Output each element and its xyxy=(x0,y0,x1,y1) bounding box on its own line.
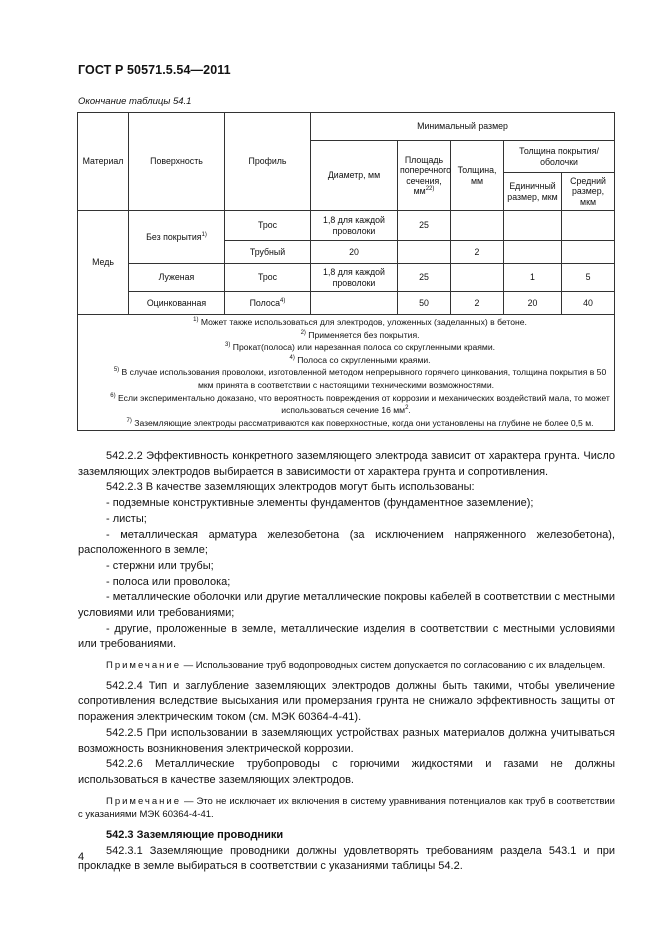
profile-text: Полоса xyxy=(249,297,281,308)
table-note: $^{3)}$ Прокат(полоса) или нарезанная полоса со скругленными краями. xyxy=(225,342,496,353)
th-single: Единичный размер, мкм xyxy=(504,173,562,211)
note-text: — Это не исключает их включения в систему уравнивания потенциалов как труб в соответствии с указаниями МЭК 60364-4-41. xyxy=(78,795,615,821)
th-area-unit: 2 xyxy=(425,186,430,193)
cell-thickness xyxy=(451,211,504,241)
cell-single xyxy=(504,241,562,264)
table-note: $^{6)}$ Если экспериментально доказано, что вероятность повреждения от коррозии и механических воздействий мала, то может использоваться сечение 16 $мм^2$. xyxy=(110,392,610,416)
paragraph: 542.2.2 Эффективность конкретного заземляющего электрода зависит от характера грунта. Число заземляющих электродов выбирается в зависимости от характера грунта и сопротивления. xyxy=(78,450,615,478)
cell-profile xyxy=(225,292,311,315)
paragraph: 542.2.5 При использовании в заземляющих устройствах разных материалов должна учитываться возможность возникновения электрической коррозии. xyxy=(78,726,615,755)
cell-material: Медь xyxy=(78,211,129,315)
cell-average xyxy=(562,241,615,264)
th-diameter: Диаметр, мм xyxy=(311,141,398,211)
cell-diameter: 1,8 для каждой проволоки xyxy=(311,211,398,241)
cell-diameter: 20 xyxy=(311,241,398,264)
note-label: Примечание xyxy=(106,660,181,672)
cell-area xyxy=(398,241,451,264)
electrode-table xyxy=(77,112,615,431)
th-area xyxy=(398,141,451,211)
table-row xyxy=(78,264,615,292)
th-thickness: Толщина, мм xyxy=(451,141,504,211)
note-label: Примечание xyxy=(106,795,181,807)
paragraph: 542.2.3 В качестве заземляющих электродов могут быть использованы: xyxy=(106,481,475,494)
table-note: $^{2)}$ Применяется без покрытия. xyxy=(300,329,420,340)
table-note: $^{4)}$ Полоса со скругленными краями. xyxy=(289,354,431,365)
table-note: $^{1)}$ Может также использоваться для электродов, уложенных (заделанных) в бетоне. xyxy=(193,317,527,327)
cell-single: 1 xyxy=(504,264,562,292)
cell-area: 50 xyxy=(398,292,451,315)
cell-profile: Трос xyxy=(225,264,311,292)
th-area-footnote: 2) xyxy=(429,186,435,193)
page-number: 4 xyxy=(78,851,85,863)
cell-average xyxy=(562,211,615,241)
list-item: - листы; xyxy=(106,512,147,525)
cell-average: 40 xyxy=(562,292,615,315)
list-item: - стержни или трубы; xyxy=(106,559,214,572)
profile-footnote: 4) xyxy=(280,297,286,304)
list-item: - полоса или проволока; xyxy=(106,575,231,588)
cell-surface: Оцинкованная xyxy=(129,292,225,315)
th-profile: Профиль xyxy=(225,113,311,211)
section-heading: 542.3 Заземляющие проводники xyxy=(106,828,284,841)
table-caption: Окончание таблицы 54.1 xyxy=(78,96,192,107)
cell-area: 25 xyxy=(398,264,451,292)
surface-text: Без покрытия xyxy=(146,231,202,242)
cell-diameter: 1,8 для каждой проволоки xyxy=(311,264,398,292)
cell-single: 20 xyxy=(504,292,562,315)
table-row xyxy=(78,211,615,241)
paragraph: 542.2.4 Тип и заглубление заземляющих электродов должны быть такими, чтобы увеличение сопротивления вследствие высыхания или промерзания грунта не снижало эффективность защиты от поражения электрическим током (см. МЭК 60364-4-41). xyxy=(78,679,615,724)
cell-single xyxy=(504,211,562,241)
cell-diameter xyxy=(311,292,398,315)
list-item: - подземные конструктивные элементы фундаментов (фундаментное заземление); xyxy=(106,497,534,510)
cell-thickness: 2 xyxy=(451,241,504,264)
note xyxy=(78,795,615,822)
th-min-size: Минимальный размер xyxy=(311,113,615,141)
table-note: $^{7)}$ Заземляющие электроды рассматриваются как поверхностные, когда они установлены на глубине не более 0,5 м. xyxy=(126,417,594,428)
note xyxy=(78,659,615,673)
cell-surface: Луженая xyxy=(129,264,225,292)
cell-profile: Трубный xyxy=(225,241,311,264)
paragraph: 542.2.6 Металлические трубопроводы с горючими жидкостями и газами не должны использоваться в качестве заземляющих электродов. xyxy=(78,758,615,786)
th-material: Материал xyxy=(78,113,129,211)
th-surface: Поверхность xyxy=(129,113,225,211)
note-text: — Использование труб водопроводных систем допускается по согласованию с их владельцем. xyxy=(181,660,606,672)
cell-profile: Трос xyxy=(225,211,311,241)
cell-surface xyxy=(129,211,225,264)
cell-thickness xyxy=(451,264,504,292)
paragraph: 542.3.1 Заземляющие проводники должны удовлетворять требованиям раздела 543.1 и при прокладке в земле выбираться в соответствии с указаниями таблицы 54.2. xyxy=(78,844,615,873)
th-area-text: Площадь поперечного сечения, мм xyxy=(400,154,452,196)
document-header: ГОСТ Р 50571.5.54—2011 xyxy=(78,63,231,77)
cell-thickness: 2 xyxy=(451,292,504,315)
table-notes xyxy=(78,315,615,431)
list-item: - другие, проложенные в земле, металлические изделия в соответствии с местными условиями или требованиями. xyxy=(78,622,615,651)
list-item: - металлическая арматура железобетона (за исключением напряженного железобетона), расположенного в земле; xyxy=(78,528,615,557)
th-average: Средний размер, мкм xyxy=(562,173,615,211)
surface-footnote: 1) xyxy=(201,231,207,238)
list-item: - металлические оболочки или другие металлические покровы кабелей в соответствии с местными условиями или требованиями; xyxy=(78,591,615,620)
th-coating: Толщина покрытия/оболочки xyxy=(504,141,615,173)
table-note: $^{5)}$ В случае использования проволоки, изготовленной методом непрерывного горячего цинкования, толщина покрытия в 50 мкм принята в соответствии с настоящими техническими возможностями. xyxy=(113,367,607,390)
cell-area: 25 xyxy=(398,211,451,241)
table-row xyxy=(78,292,615,315)
body-text xyxy=(78,449,615,875)
cell-average: 5 xyxy=(562,264,615,292)
